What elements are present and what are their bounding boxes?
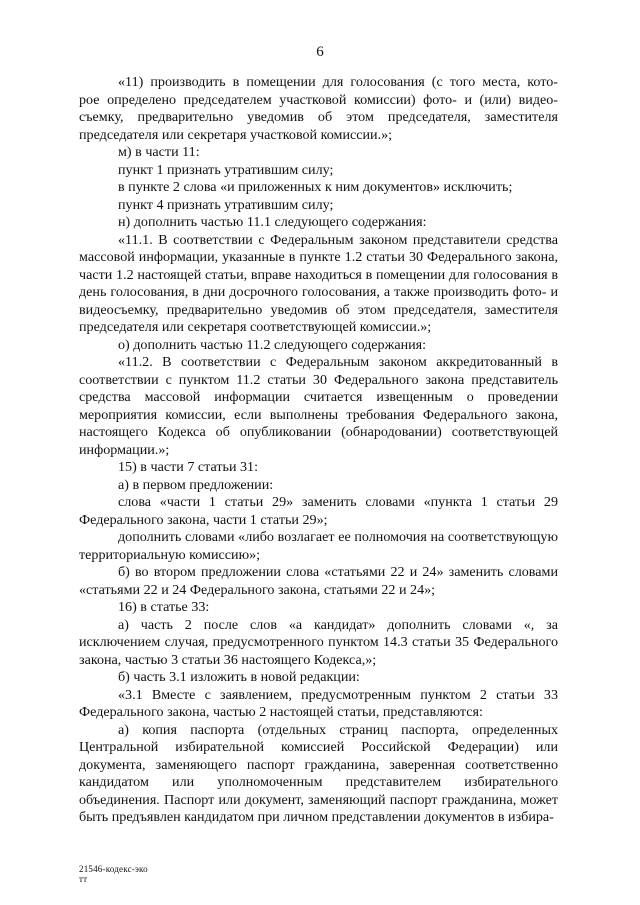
- paragraph: «3.1 Вместе с заявлением, предусмотренным пунктом 2 статьи 33 Федерального закона, частью 2 настоящей статьи, представляются:: [79, 686, 558, 720]
- paragraph: 16) в статье 33:: [118, 599, 210, 615]
- paragraph: а) копия паспорта (отдельных страниц паспорта, определенных Центральной избирательной комиссией Российской Федерации) или документа, заменяющего паспорт гражданина, заверенная соответственно кандидатом или уполномоченным представителем избирательного объединения. Паспорт или документ, заменяющий паспорт гражданина, может быть предъявлен кандидатом при личном представлении документов в избира-: [79, 721, 558, 825]
- paragraph: в пункте 2 слова «и приложенных к ним документов» исключить;: [118, 179, 513, 195]
- paragraph: а) в первом предложении:: [118, 476, 274, 493]
- document-footer: [79, 864, 148, 884]
- footer-document-code: 21546-кодекс-эко: [79, 864, 148, 874]
- paragraph: б) часть 3.1 изложить в новой редакции:: [118, 669, 360, 685]
- paragraph: о) дополнить частью 11.2 следующего содержания:: [118, 336, 427, 353]
- paragraph: а) часть 2 после слов «а кандидат» дополнить словами «, за исключением случая, предусмотренного пунктом 14.3 статьи 35 Федерального закона, частью 3 статьи 36 настоящего Кодекса,»;: [79, 616, 558, 668]
- paragraph: председателя или секретаря участковой комиссии.»;: [79, 126, 393, 143]
- paragraph: рое определено председателем участковой комиссии) фото- и (или) видео-: [79, 91, 558, 108]
- paragraph: дополнить словами «либо возлагает ее полномочия на соответствующую территориальную комиссию»;: [79, 529, 558, 563]
- paragraph: 15) в части 7 статьи 31:: [118, 459, 259, 475]
- paragraph: «11.1. В соответствии с Федеральным законом представители средства массовой информации, указанные в пункте 1.2 статьи 30 Федерального закона, части 1.2 настоящей статьи, вправе находиться в помещении для голосования в день голосования, в дни досрочного голосования, а также производить фото- и видеосъемку, предварительно уведомив об этом председателя, заместителя председателя или секретаря соответствующей комиссии.»;: [79, 231, 558, 335]
- paragraph: съемку, предварительно уведомив об этом председателя, заместителя: [79, 109, 558, 125]
- paragraph: м) в части 11:: [118, 144, 200, 160]
- paragraph: н) дополнить частью 11.1 следующего содержания:: [118, 214, 427, 230]
- page-number: 6: [316, 44, 324, 60]
- paragraph: пункт 1 признать утратившим силу;: [118, 161, 334, 178]
- paragraph: слова «части 1 статьи 29» заменить словами «пункта 1 статьи 29 Федерального закона, части 1 статьи 29»;: [79, 494, 558, 528]
- footer-initials: тт: [79, 874, 88, 884]
- paragraph: «11) производить в помещении для голосования (с того места, кото-: [118, 74, 558, 90]
- paragraph: «11.2. В соответствии с Федеральным законом аккредитованный в соответствии с пунктом 11.2 статьи 30 Федерального закона представитель средства массовой информации считается извещенным о проведении мероприятия комиссии, если выполнены требования Федерального закона, настоящего Кодекса об опубликовании (обнародовании) соответствующей информации.»;: [79, 354, 558, 458]
- paragraph: б) во втором предложении слова «статьями 22 и 24» заменить словами «статьями 22 и 24 Федерального закона, статьями 22 и 24»;: [79, 564, 558, 598]
- document-body: [79, 74, 558, 827]
- paragraph: пункт 4 признать утратившим силу;: [118, 196, 334, 213]
